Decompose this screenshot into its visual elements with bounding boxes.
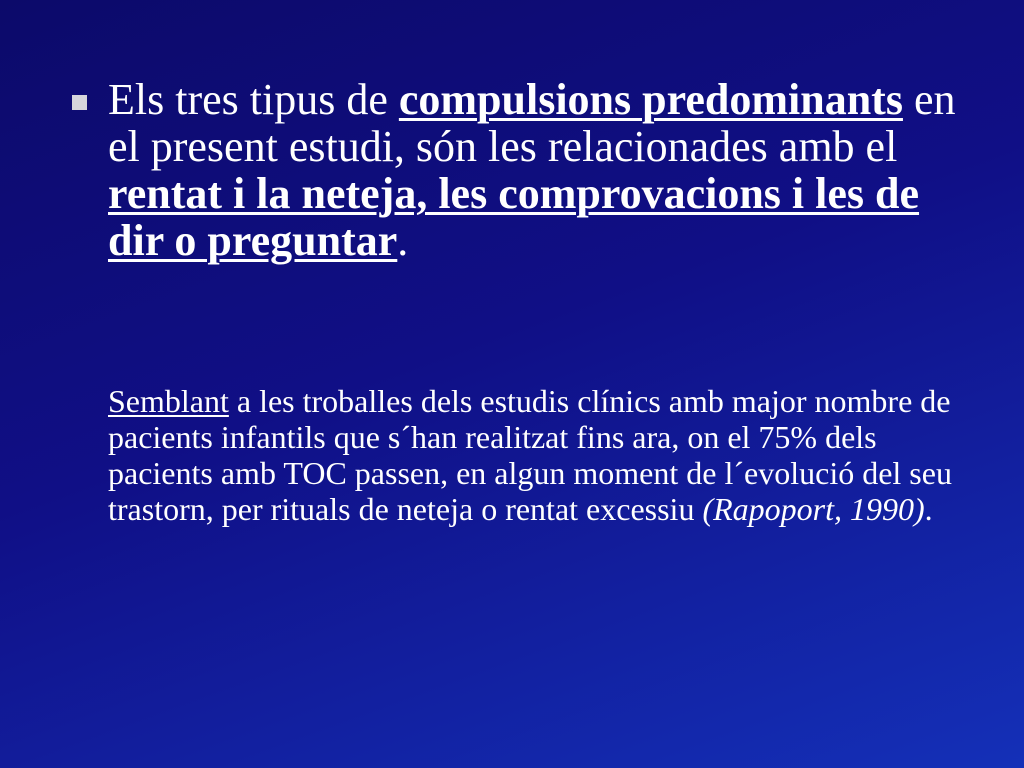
- bullet-text-segment: en el present estudi, són les relacionades amb el: [108, 75, 956, 171]
- bullet-text: [108, 76, 968, 264]
- paragraph-end: .: [924, 491, 933, 527]
- bullet-text-segment: .: [397, 216, 409, 265]
- underlined-word: Semblant: [108, 383, 229, 419]
- emphasized-term-types: rentat i la neteja, les comprovacions i les de dir o preguntar: [108, 169, 920, 265]
- paragraph-body: a les troballes dels estudis clínics amb major nombre de pacients infantils que s´han realitzat fins ara, on el 75% dels pacients amb TOC passen, en algun moment de l´evolució del seu trastorn, per rituals de neteja o rentat excessiu: [108, 383, 952, 527]
- supporting-paragraph: [108, 383, 968, 527]
- square-bullet-icon: [72, 95, 87, 110]
- citation: (Rapoport, 1990): [702, 491, 925, 527]
- emphasized-term-compulsions: compulsions predominants: [398, 75, 903, 124]
- bullet-text-segment: Els tres tipus de: [108, 75, 399, 124]
